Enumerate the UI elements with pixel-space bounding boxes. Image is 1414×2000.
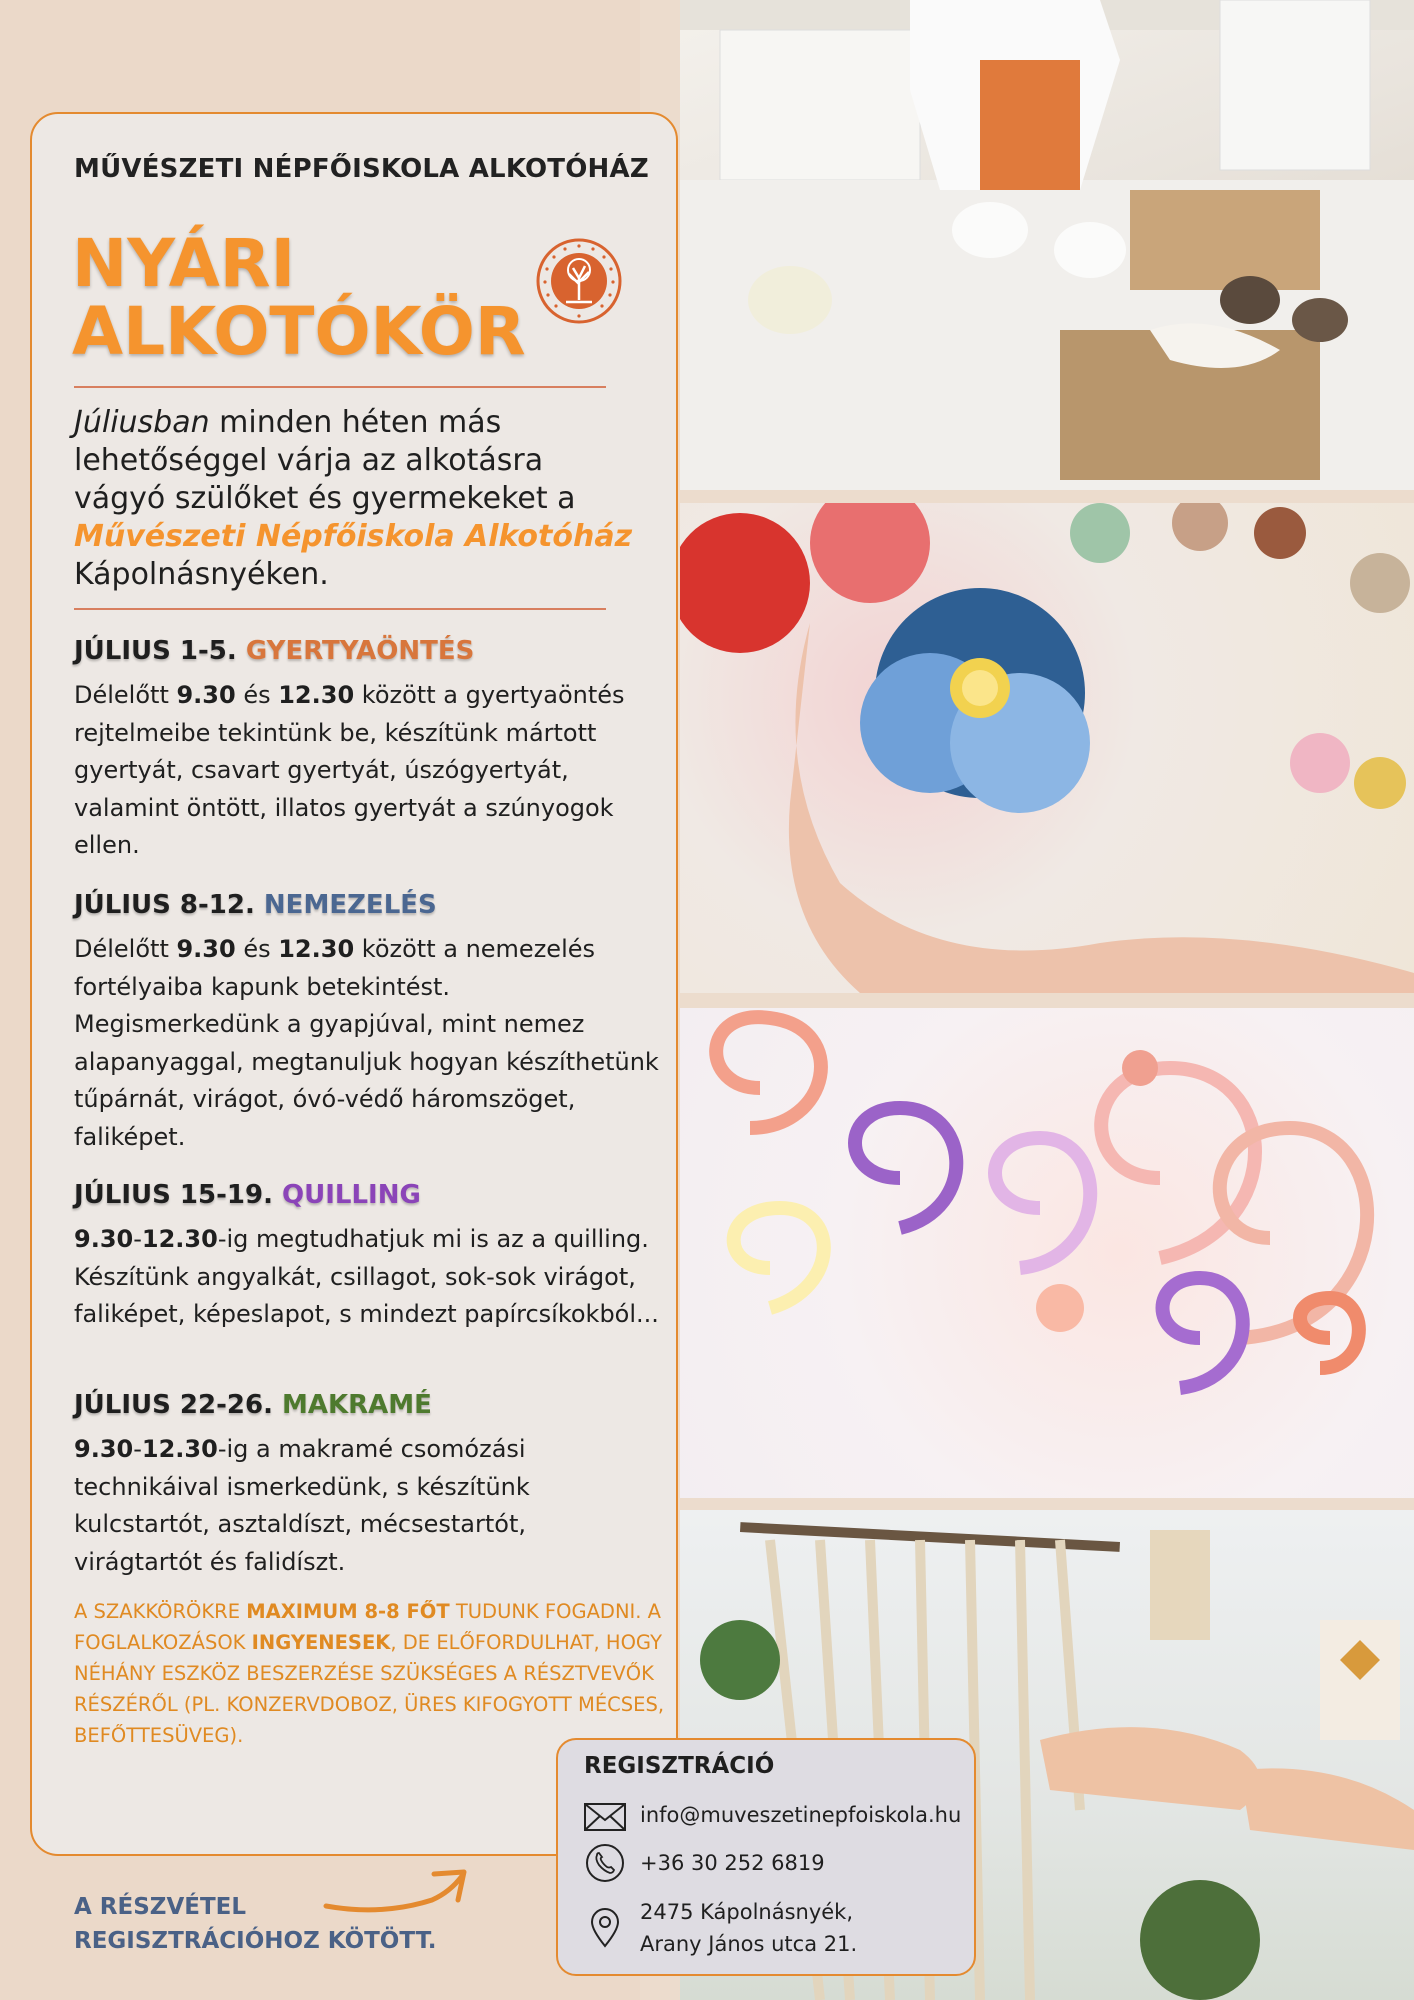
body-text: és: [235, 681, 279, 709]
start-time: 9.30: [176, 935, 236, 963]
body-text: Délelőtt: [74, 681, 177, 709]
body-text: -ig a makramé csomózási technikáival ismerkedünk, s készítünk kulcstartót, asztaldíszt, mécsestartót, virágtartót és falidíszt.: [74, 1435, 530, 1576]
section-date: JÚLIUS 8-12.: [74, 890, 255, 920]
photo-quilling: [680, 1008, 1414, 1498]
intro-text-2: Kápolnásnyéken.: [74, 557, 329, 592]
body-text: -ig megtudhatjuk mi is az a quilling. Készítünk angyalkát, csillagot, sok-sok virágot, faliképet, képeslapot, s mindezt papírcsíkokból...: [74, 1225, 659, 1328]
address-line-1: 2475 Kápolnásnyék,: [640, 1900, 854, 1924]
end-time: 12.30: [278, 935, 355, 963]
notice-part: A SZAKKÖRÖKRE: [74, 1600, 247, 1623]
section-heading-macrame: [74, 1390, 432, 1420]
body-text: és: [235, 935, 279, 963]
section-date: JÚLIUS 22-26.: [74, 1390, 273, 1420]
notice-part: TUDUNK FOGADNI. A FOGLALKOZÁSOK: [74, 1600, 662, 1654]
page-title: [72, 225, 526, 370]
body-text: között a gyertyaöntés rejtelmeibe tekintünk be, készítünk mártott gyertyát, csavart gyertyát, úszógyertyát, valamint öntött, illatos gyertyát a szúnyogok ellen.: [74, 681, 625, 859]
notice-emphasis: MAXIMUM 8-8 FŐT: [246, 1600, 450, 1623]
start-time: 9.30: [74, 1225, 134, 1253]
curved-arrow-icon: [322, 1864, 472, 1924]
divider: [74, 608, 606, 610]
footer-line-1: A RÉSZVÉTEL: [74, 1894, 247, 1920]
intro-text-1: minden héten más lehetőséggel várja az alkotásra vágyó szülőket és gyermekeket a: [74, 405, 576, 516]
photo-felt-flower: [680, 503, 1414, 993]
address-line-2: Arany János utca 21.: [640, 1932, 858, 1956]
intro-lead: Júliusban: [74, 405, 210, 440]
end-time: 12.30: [141, 1225, 218, 1253]
tree-seal-icon: [536, 238, 622, 324]
start-time: 9.30: [74, 1435, 134, 1463]
section-body-candle: [74, 677, 660, 865]
email-link[interactable]: info@muveszetinepfoiskola.hu: [640, 1803, 962, 1827]
start-time: 9.30: [176, 681, 236, 709]
section-date: JÚLIUS 15-19.: [74, 1180, 273, 1210]
section-heading-felting: [74, 890, 437, 920]
phone-row[interactable]: [582, 1843, 825, 1883]
title-line-2: ALKOTÓKÖR: [72, 293, 526, 370]
phone-icon: [582, 1843, 628, 1883]
section-heading-quilling: [74, 1180, 421, 1210]
envelope-icon: [582, 1795, 628, 1835]
photo-candle-making: [680, 0, 1414, 490]
phone-link[interactable]: +36 30 252 6819: [640, 1851, 825, 1875]
body-text: Délelőtt: [74, 935, 177, 963]
notice-text: [74, 1596, 674, 1751]
end-time: 12.30: [141, 1435, 218, 1463]
section-name: GYERTYAÖNTÉS: [245, 636, 475, 666]
registration-title: REGISZTRÁCIÓ: [584, 1753, 775, 1779]
location-pin-icon: [582, 1908, 628, 1948]
address-text: [640, 1896, 857, 1960]
section-name: QUILLING: [282, 1180, 421, 1210]
email-row[interactable]: [582, 1795, 961, 1835]
intro-paragraph: [74, 404, 634, 594]
section-body-macrame: [74, 1431, 660, 1581]
section-date: JÚLIUS 1-5.: [74, 636, 237, 666]
section-body-quilling: [74, 1221, 660, 1334]
section-heading-candle: [74, 636, 474, 666]
end-time: 12.30: [278, 681, 355, 709]
organization-name: MŰVÉSZETI NÉPFŐISKOLA ALKOTÓHÁZ: [74, 154, 649, 184]
title-line-1: NYÁRI: [72, 225, 296, 302]
body-text: -: [133, 1435, 142, 1463]
body-text: -: [133, 1225, 142, 1253]
section-name: MAKRAMÉ: [282, 1390, 432, 1420]
footer-line-2: REGISZTRÁCIÓHOZ KÖTÖTT.: [74, 1928, 437, 1954]
body-text: között a nemezelés fortélyaiba kapunk betekintést. Megismerkedünk a gyapjúval, mint nemez alapanyaggal, megtanuljuk hogyan készíthetünk tűpárnát, virágot, óvó-védő háromszöget, faliképet.: [74, 935, 659, 1151]
photo-column: [640, 0, 1414, 2000]
intro-highlight: Művészeti Népfőiskola Alkotóház: [74, 519, 633, 554]
section-body-felting: [74, 931, 660, 1156]
address-row: [582, 1896, 857, 1960]
section-name: NEMEZELÉS: [263, 890, 437, 920]
notice-emphasis: INGYENESEK: [251, 1631, 391, 1654]
divider: [74, 386, 606, 388]
notice-part: , DE ELŐFORDULHAT, HOGY NÉHÁNY ESZKÖZ BESZERZÉSE SZÜKSÉGES A RÉSZTVEVŐK RÉSZÉRŐL (PL. KONZERVDOBOZ, ÜRES KIFOGYOTT MÉCSES, BEFŐTTESÜVEG).: [74, 1631, 665, 1747]
